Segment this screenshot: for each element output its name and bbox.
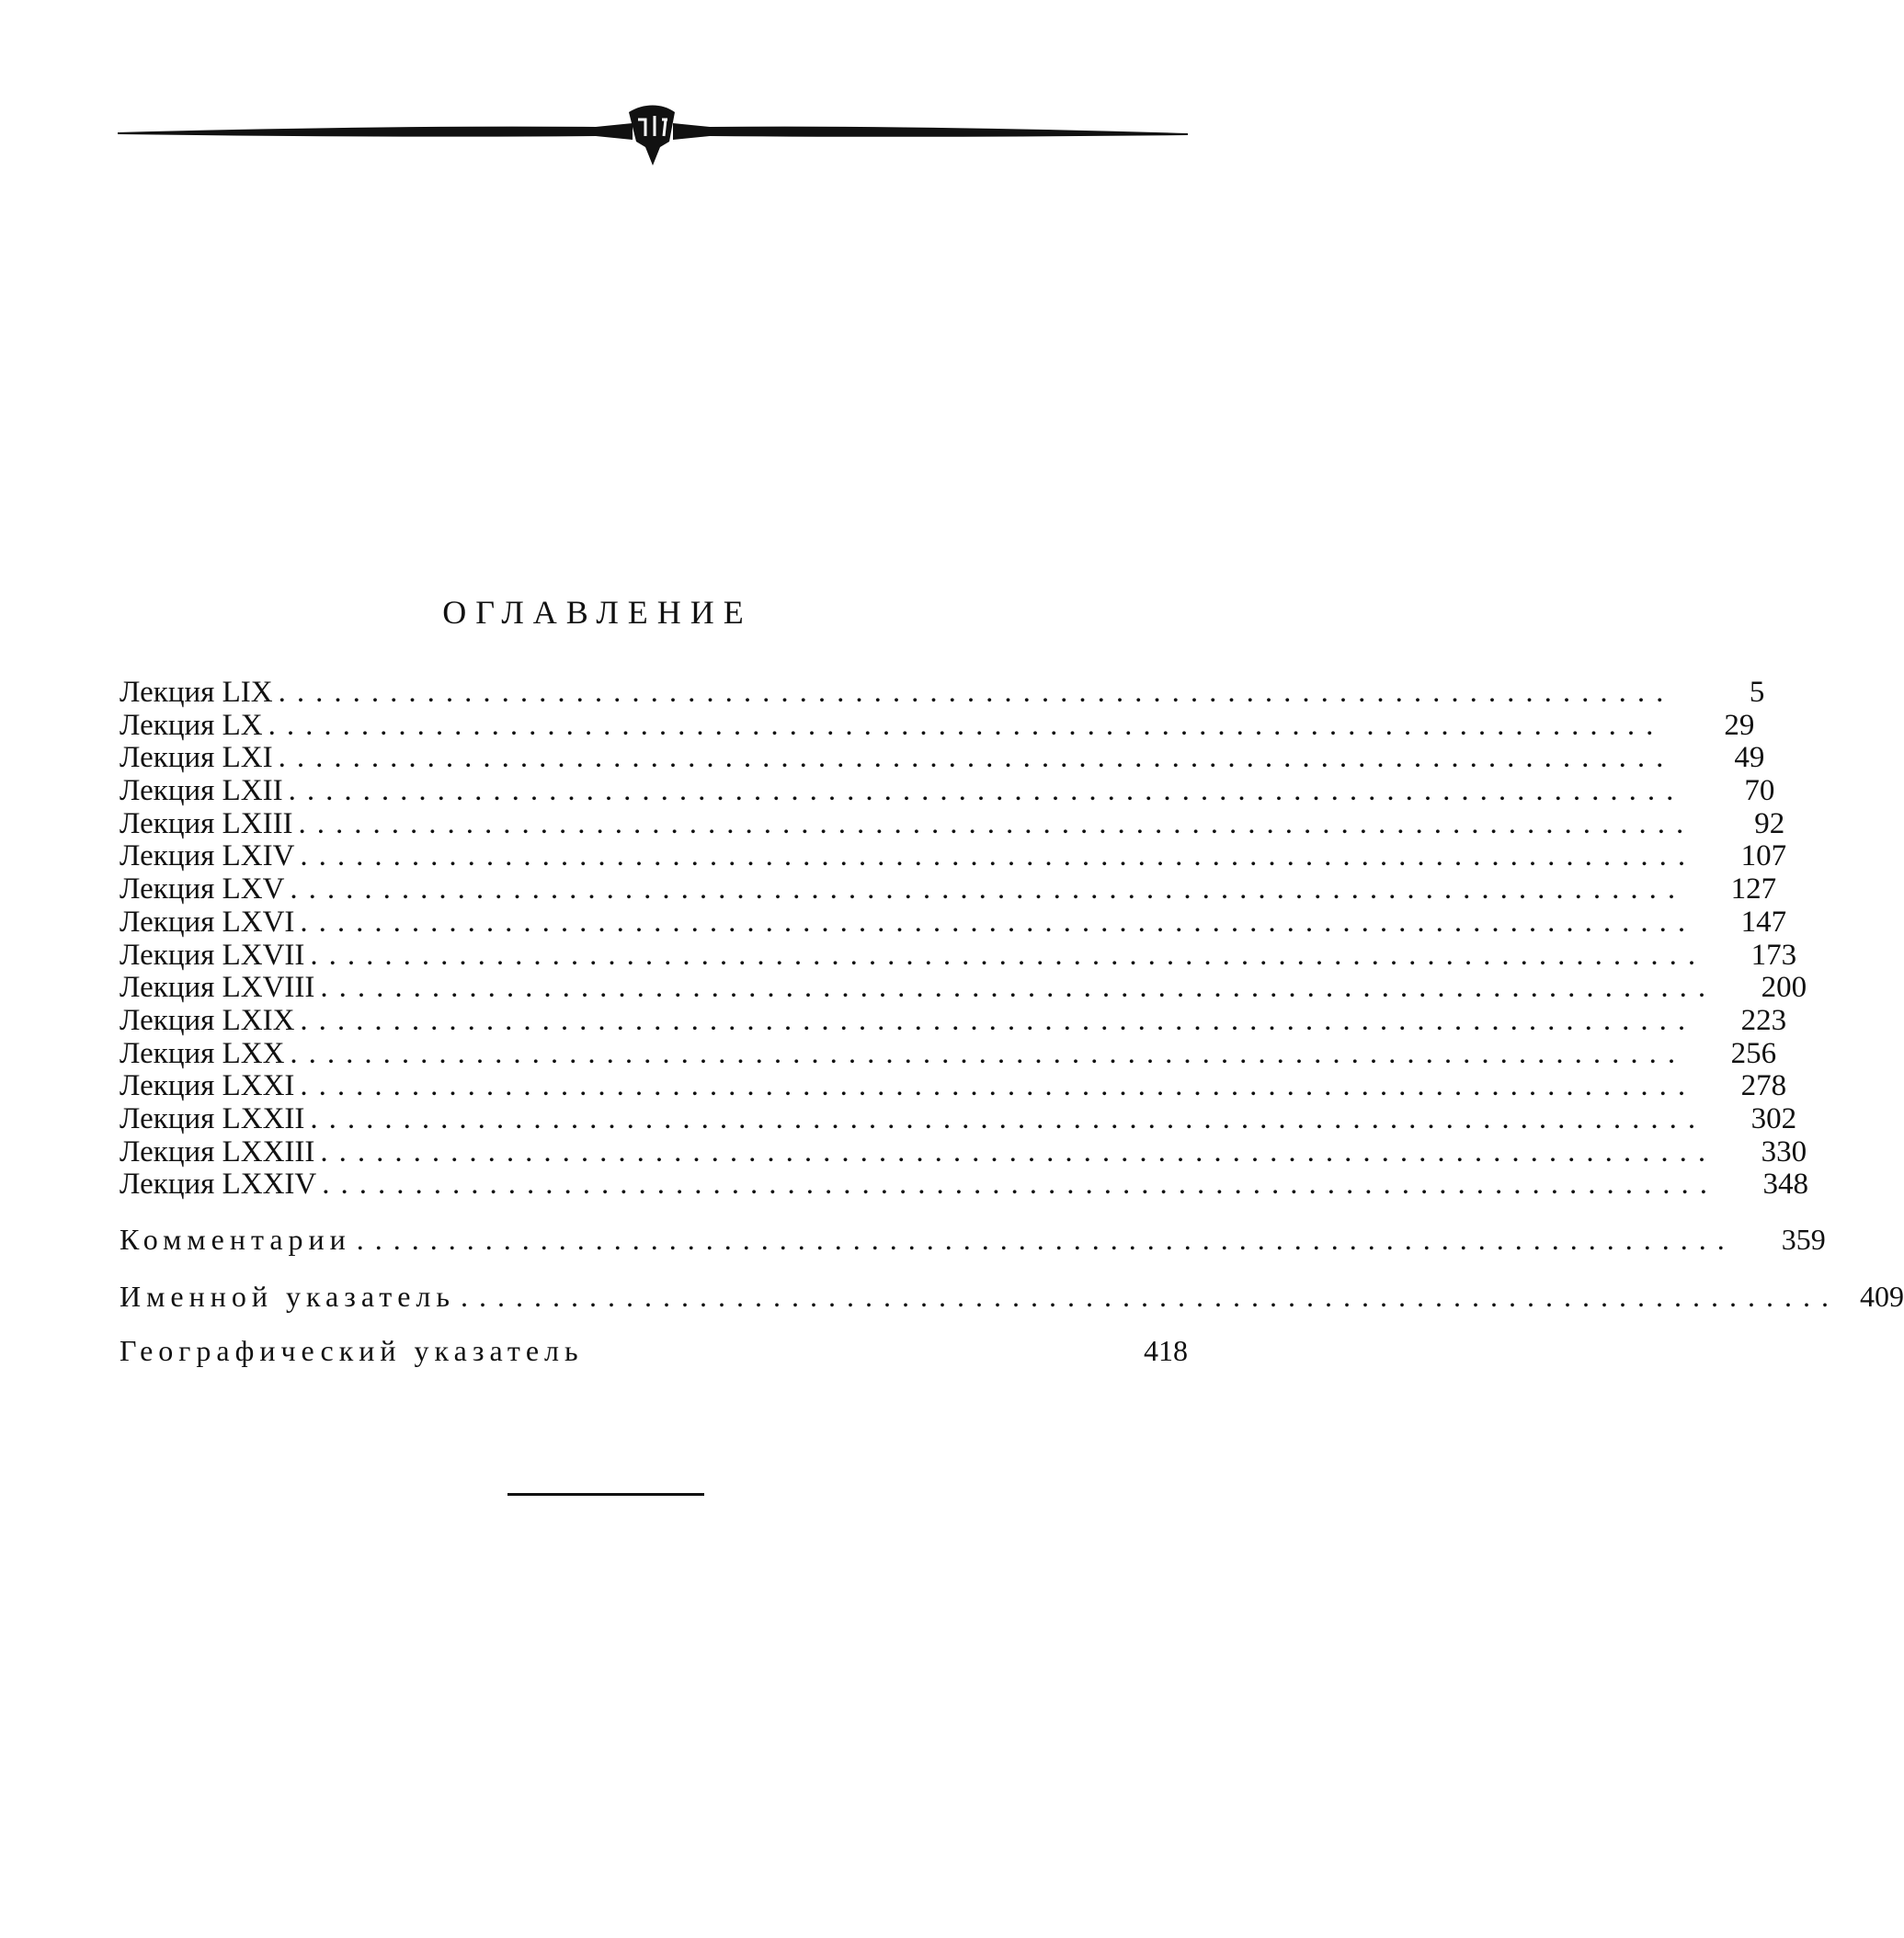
toc-entry — [120, 938, 1797, 973]
toc-entry — [120, 774, 1775, 808]
entry-label: Именной указатель — [120, 1279, 455, 1313]
entry-label: Лекция LXVIII — [120, 971, 315, 1005]
page-number: 330 — [1761, 1134, 1807, 1168]
dot-leader: ........................................................................... — [278, 741, 1675, 775]
toc-entry — [120, 708, 1755, 743]
toc-entry — [120, 1134, 1807, 1169]
dot-leader: ........................................................................... — [300, 839, 1697, 873]
toc-entry — [120, 1069, 1787, 1103]
entry-label: Лекция LXXI — [120, 1069, 295, 1103]
dot-leader: ........................................................................... — [460, 1279, 1840, 1313]
entry-label: Лекция LX — [120, 708, 263, 742]
dot-leader: ........................................................................... — [300, 1069, 1697, 1103]
page-number: 348 — [1762, 1168, 1808, 1202]
toc-entry — [120, 741, 1765, 775]
dot-leader: ........................................................................... — [310, 938, 1707, 972]
page-number: 418 — [1144, 1334, 1188, 1368]
dot-leader: ........................................................................... — [300, 905, 1697, 939]
page-number: 29 — [1724, 708, 1755, 742]
toc-entry-name-index — [120, 1279, 1904, 1314]
dot-leader: ........................................................................... — [310, 1101, 1707, 1135]
dot-leader: ........................................................................... — [356, 1223, 1736, 1256]
toc-entry-geo-index — [120, 1335, 1188, 1368]
page-number: 409 — [1859, 1279, 1904, 1313]
page-number: 302 — [1750, 1101, 1797, 1135]
entry-label: Географический указатель — [120, 1334, 584, 1368]
entry-label: Лекция LXVII — [120, 938, 305, 972]
page-number: 127 — [1730, 872, 1777, 906]
entry-label: Лекция LXXIV — [120, 1168, 317, 1202]
page-number: 5 — [1749, 676, 1765, 709]
entry-label: Лекция LIX — [120, 676, 273, 709]
toc-entry — [120, 1168, 1808, 1202]
dot-leader: ........................................................................... — [268, 708, 1665, 742]
page-number: 49 — [1734, 741, 1765, 775]
toc-entry — [120, 872, 1777, 906]
toc-entry — [120, 905, 1787, 940]
entry-label: Лекция LXI — [120, 741, 273, 775]
page-number: 147 — [1740, 905, 1787, 939]
page-number: 256 — [1730, 1036, 1777, 1070]
dot-leader: ........................................................................... — [300, 1003, 1697, 1037]
dot-leader: ........................................................................... — [322, 1168, 1718, 1202]
entry-label: Лекция LXXII — [120, 1101, 305, 1135]
toc-entry — [120, 676, 1765, 710]
entry-label: Лекция LXVI — [120, 905, 295, 939]
page-number: 223 — [1740, 1003, 1787, 1037]
table-of-contents — [120, 676, 1904, 1368]
dot-leader: ........................................................................... — [320, 1134, 1717, 1168]
toc-entry — [120, 971, 1807, 1005]
dot-leader: ........................................................................... — [290, 872, 1687, 906]
vignette-ornament-icon — [118, 99, 1188, 169]
entry-label: Лекция LXV — [120, 872, 285, 906]
toc-entry — [120, 839, 1787, 873]
page-number: 173 — [1750, 938, 1797, 972]
toc-entry — [120, 1036, 1777, 1071]
dot-leader: ........................................................................... — [290, 1036, 1687, 1070]
dot-leader: ........................................................................... — [278, 676, 1675, 709]
entry-label: Комментарии — [120, 1223, 351, 1256]
toc-entry-comments — [120, 1223, 1826, 1257]
entry-label: Лекция LXII — [120, 774, 283, 808]
entry-label: Лекция LXIV — [120, 839, 295, 873]
toc-entry — [120, 806, 1785, 841]
page-number: 107 — [1740, 839, 1787, 873]
page-title: ОГЛАВЛЕНИЕ — [442, 594, 753, 631]
dot-leader: ........................................................................... — [298, 806, 1695, 840]
page-number: 200 — [1761, 971, 1807, 1005]
entry-label: Лекция LXIII — [120, 806, 293, 840]
page-number: 278 — [1740, 1069, 1787, 1103]
entry-label: Лекция LXXIII — [120, 1134, 315, 1168]
page-number: 70 — [1744, 774, 1775, 808]
page-number: 359 — [1781, 1223, 1826, 1256]
toc-entry — [120, 1003, 1787, 1038]
entry-label: Лекция LXX — [120, 1036, 285, 1070]
page-number: 92 — [1754, 806, 1785, 840]
closing-rule — [507, 1493, 704, 1496]
entry-label: Лекция LXIX — [120, 1003, 295, 1037]
dot-leader: ........................................................................... — [288, 774, 1685, 808]
dot-leader: ........................................................................... — [320, 971, 1717, 1005]
toc-entry — [120, 1101, 1797, 1136]
